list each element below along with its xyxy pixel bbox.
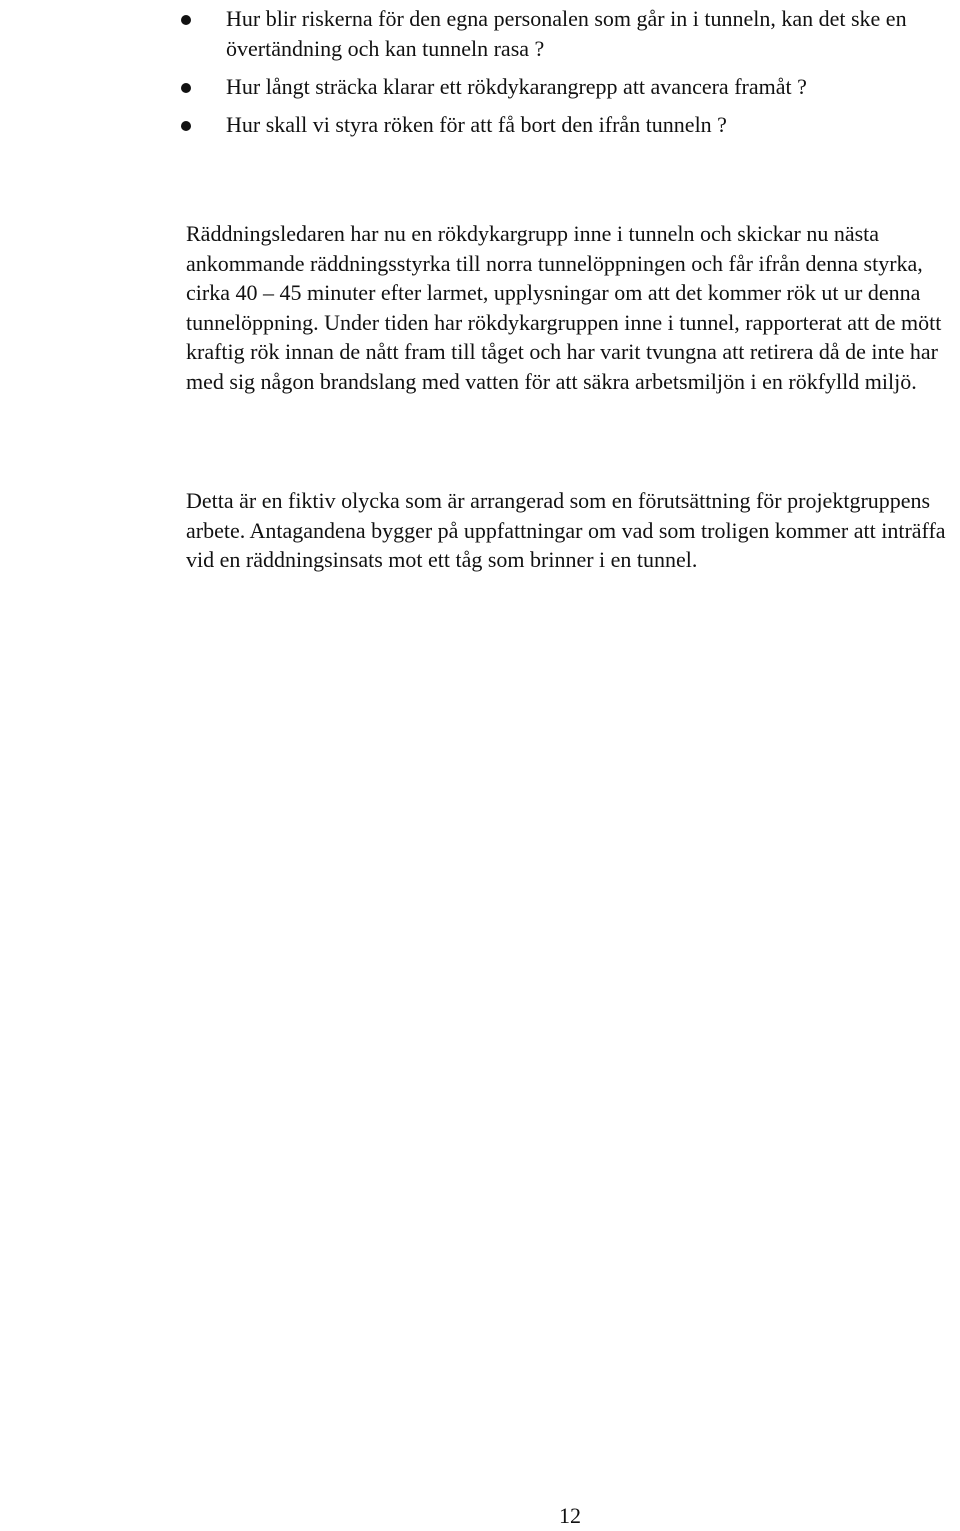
- question-list: [178, 4, 948, 148]
- list-item: Hur långt sträcka klarar ett rökdykarangrepp att avancera framåt ?: [178, 72, 948, 102]
- list-item: Hur blir riskerna för den egna personalen som går in i tunneln, kan det ske en övertändning och kan tunneln rasa ?: [178, 4, 948, 64]
- list-item: Hur skall vi styra röken för att få bort den ifrån tunneln ?: [178, 110, 948, 140]
- page-number: 12: [559, 1503, 581, 1528]
- paragraph-rescue-leader: Räddningsledaren har nu en rökdykargrupp inne i tunneln och skickar nu nästa ankommande räddningsstyrka till norra tunnelöppningen och får ifrån denna styrka, cirka 40 – 45 minuter efter larmet, upplysningar om att det kommer rök ut ur denna tunnelöppning. Under tiden har rökdykargruppen inne i tunnel, rapporterat att de mött kraftig rök innan de nått fram till tåget och har varit tvungna att retirera då de inte har med sig någon brandslang med vatten för att säkra arbetsmiljön i en rökfylld miljö.: [186, 221, 942, 394]
- paragraph-fictive-accident: Detta är en fiktiv olycka som är arrangerad som en förutsättning för projektgruppens arbete. Antagandena bygger på uppfattningar om vad som troligen kommer att inträffa vid en räddningsinsats mot ett tåg som brinner i en tunnel.: [186, 488, 946, 572]
